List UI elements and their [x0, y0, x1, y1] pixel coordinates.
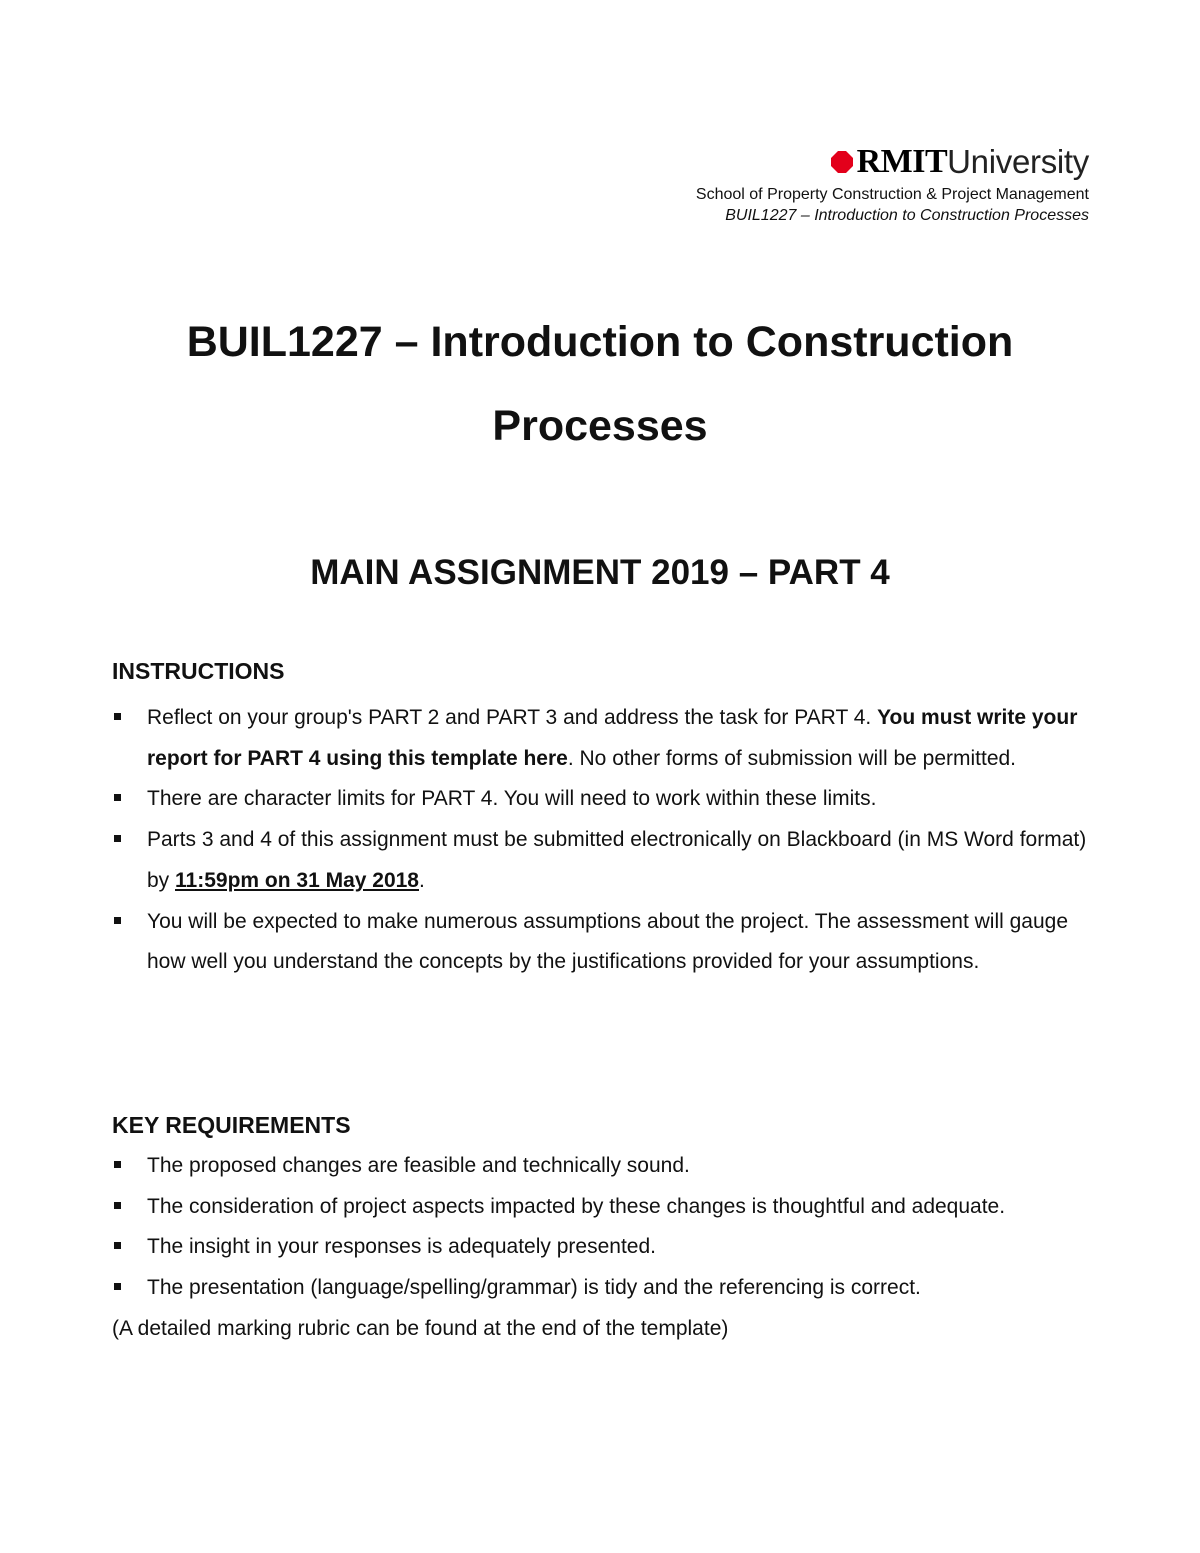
instruction-text: . — [419, 868, 425, 892]
list-item — [112, 698, 1102, 779]
key-requirements-heading: KEY REQUIREMENTS — [112, 1112, 351, 1138]
course-reference: BUIL1227 – Introduction to Construction Processes — [725, 207, 1089, 224]
bullet-square-icon — [114, 917, 121, 924]
instructions-section — [112, 656, 1102, 983]
instruction-bold-text: You must write your report for PART 4 using this template here — [147, 706, 1078, 770]
bullet-square-icon — [114, 713, 121, 720]
key-requirements-section — [112, 1110, 1102, 1349]
instructions-list — [112, 698, 1102, 983]
deadline-text: 11:59pm on 31 May 2018 — [175, 868, 419, 892]
logo-rmit-text: RMIT — [856, 143, 948, 180]
list-item — [112, 902, 1102, 983]
bullet-square-icon — [114, 794, 121, 801]
document-header — [696, 140, 1089, 226]
bullet-square-icon — [114, 835, 121, 842]
rmit-logo — [696, 140, 1089, 184]
instructions-heading: INSTRUCTIONS — [112, 658, 285, 684]
bullet-square-icon — [114, 1283, 121, 1290]
bullet-square-icon — [114, 1161, 121, 1168]
document-subtitle: MAIN ASSIGNMENT 2019 – PART 4 — [310, 553, 890, 592]
requirement-text: The presentation (language/spelling/grammar) is tidy and the referencing is correct. — [147, 1276, 921, 1300]
requirement-text: The proposed changes are feasible and technically sound. — [147, 1154, 690, 1177]
document-title: BUIL1227 – Introduction to Construction Processes — [186, 318, 1014, 450]
list-item — [112, 1227, 1102, 1268]
bullet-square-icon — [114, 1202, 121, 1209]
requirement-text: The consideration of project aspects impacted by these changes is thoughtful and adequate. — [147, 1194, 1006, 1218]
key-requirements-list — [112, 1146, 1102, 1309]
rmit-pixel-logo-icon — [831, 151, 853, 173]
instruction-text: Parts 3 and 4 of this assignment must be submitted electronically on Blackboard (in MS Word format) by — [147, 828, 1087, 892]
instruction-text: . No other forms of submission will be permitted. — [567, 746, 1017, 770]
list-item — [112, 779, 1102, 820]
list-item — [112, 1268, 1102, 1309]
instruction-text: There are character limits for PART 4. You will need to work within these limits. — [147, 787, 877, 811]
school-name: School of Property Construction & Project Management — [695, 186, 1089, 203]
requirement-text: The insight in your responses is adequately presented. — [147, 1235, 656, 1259]
list-item — [112, 820, 1102, 901]
bullet-square-icon — [114, 1242, 121, 1249]
instruction-text: Reflect on your group's PART 2 and PART 3 and address the task for PART 4. — [147, 706, 878, 729]
list-item — [112, 1187, 1102, 1228]
instruction-text: You will be expected to make numerous assumptions about the project. The assessment will gauge how well you understand the concepts by the justifications provided for your assumptions. — [147, 909, 1069, 974]
logo-university-text: University — [947, 143, 1089, 180]
list-item — [112, 1146, 1102, 1187]
rubric-note: (A detailed marking rubric can be found at the end of the template) — [112, 1316, 729, 1340]
